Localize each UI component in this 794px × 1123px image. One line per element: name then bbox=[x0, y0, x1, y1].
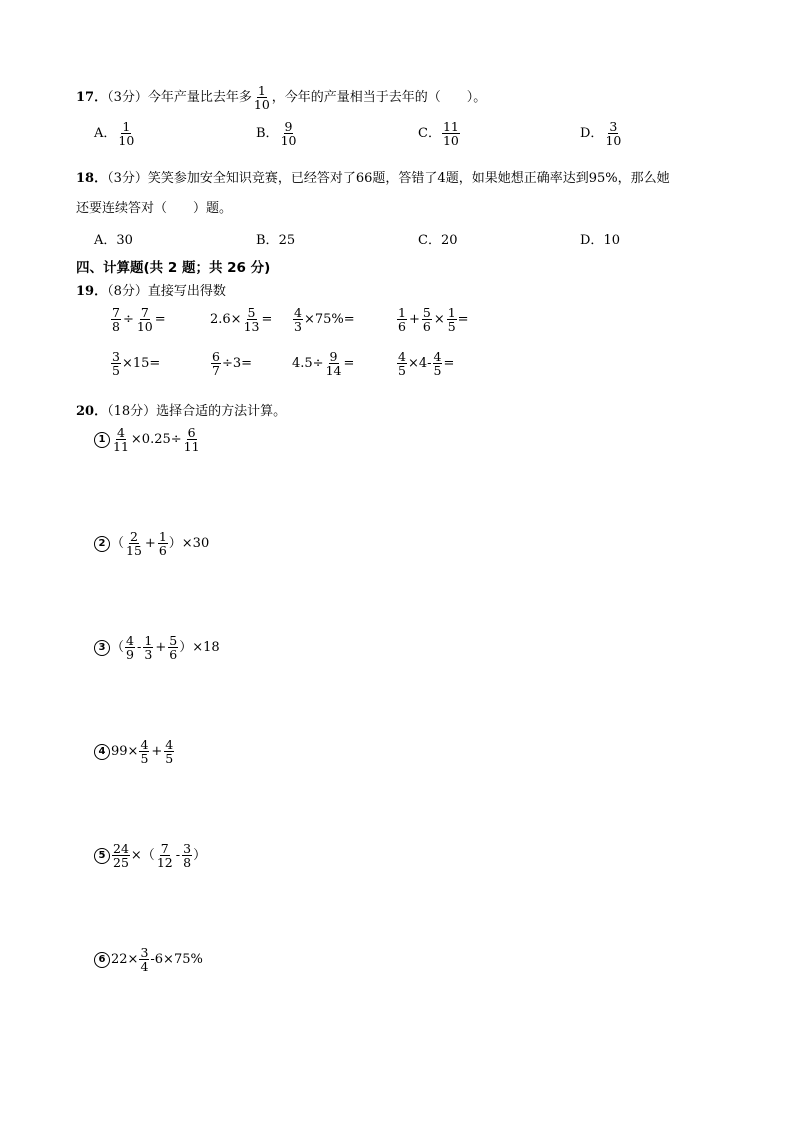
expression-7: 4.5÷ $\frac{9}{14}$ = bbox=[292, 349, 355, 379]
section-title: 四、计算题(共 2 题；共 26 分) bbox=[76, 260, 271, 276]
expression-6: $\frac{6}{7}$ ÷3= bbox=[212, 349, 253, 379]
question-17 bbox=[76, 84, 486, 111]
question-text: 笑笑参加安全知识竞赛，已经答对了66题，答错了4题，如果她想正确率达到95%，那么她 bbox=[147, 171, 670, 186]
question-number: 17． bbox=[76, 90, 108, 106]
circled-number: 5 bbox=[94, 848, 110, 864]
circled-number: 2 bbox=[94, 536, 110, 552]
question-text: 直接写出得数 bbox=[147, 284, 226, 299]
question-score: （3分） bbox=[107, 90, 148, 106]
circled-number: 1 bbox=[94, 432, 110, 448]
question-text-line: 还要连续答对（ ）题。 bbox=[76, 201, 233, 216]
circled-number: 3 bbox=[94, 640, 110, 656]
option-d[interactable]: D．10 bbox=[580, 233, 620, 248]
question-20 bbox=[76, 400, 286, 419]
question-score: （18分） bbox=[107, 404, 157, 419]
problem-3: 3 （ $\frac{4}{9}$ - $\frac{1}{3}$ + $\frac{5}{6}$ ）×18 bbox=[94, 634, 220, 661]
problem-6: 6 22× $\frac{3}{4}$ -6×75% bbox=[94, 946, 203, 973]
expression-5: $\frac{3}{5}$ ×15= bbox=[112, 349, 161, 379]
option-a[interactable]: A． $\frac{1}{10}$ bbox=[94, 119, 135, 149]
circled-number: 6 bbox=[94, 952, 110, 968]
option-b[interactable]: B． $\frac{9}{10}$ bbox=[256, 119, 297, 149]
fraction: $\frac{9}{10}$ bbox=[280, 119, 297, 149]
circled-number: 4 bbox=[94, 744, 110, 760]
question-score: （3分） bbox=[107, 171, 148, 186]
question-18 bbox=[76, 167, 670, 186]
option-b[interactable]: B．25 bbox=[256, 233, 296, 248]
expression-8: $\frac{4}{5}$ ×4- $\frac{4}{5}$ = bbox=[398, 349, 455, 379]
fraction: $\frac{3}{10}$ bbox=[605, 119, 622, 149]
problem-1: 1 $\frac{4}{11}$ ×0.25÷ $\frac{6}{11}$ bbox=[94, 426, 202, 453]
option-a[interactable]: A．30 bbox=[94, 233, 133, 248]
option-c[interactable]: C． $\frac{11}{10}$ bbox=[418, 119, 459, 149]
problem-2: 2 （ $\frac{2}{15}$ + $\frac{1}{6}$ ）×30 bbox=[94, 530, 209, 557]
question-number: 19． bbox=[76, 284, 108, 299]
question-text: 选择合适的方法计算。 bbox=[156, 404, 287, 419]
question-number: 18． bbox=[76, 171, 108, 186]
expression-1: $\frac{7}{8}$ ÷ $\frac{7}{10}$ = bbox=[112, 305, 166, 335]
question-text: 今年产量比去年多 bbox=[147, 90, 252, 106]
fraction: $\frac{11}{10}$ bbox=[442, 119, 459, 149]
option-d[interactable]: D． $\frac{3}{10}$ bbox=[580, 119, 622, 149]
expression-3: $\frac{4}{3}$ ×75%= bbox=[294, 305, 355, 335]
expression-4: $\frac{1}{6}$ + $\frac{5}{6}$ × $\frac{1}{5}$ = bbox=[398, 305, 469, 335]
question-score: （8分） bbox=[107, 284, 148, 299]
question-19 bbox=[76, 280, 226, 299]
problem-4: 4 99× $\frac{4}{5}$ + $\frac{4}{5}$ bbox=[94, 738, 175, 765]
expression-2: 2.6× $\frac{5}{13}$ = bbox=[210, 305, 273, 335]
fraction: $\frac{1}{10}$ bbox=[118, 119, 135, 149]
question-text: ，今年的产量相当于去年的（ ）。 bbox=[271, 90, 487, 106]
question-number: 20． bbox=[76, 404, 108, 419]
fraction: $\frac{1}{10}$ bbox=[253, 83, 270, 113]
problem-5: 5 $\frac{24}{25}$ ×（ $\frac{7}{12}$ - $\frac{3}{8}$ ） bbox=[94, 842, 206, 869]
option-c[interactable]: C．20 bbox=[418, 233, 458, 248]
